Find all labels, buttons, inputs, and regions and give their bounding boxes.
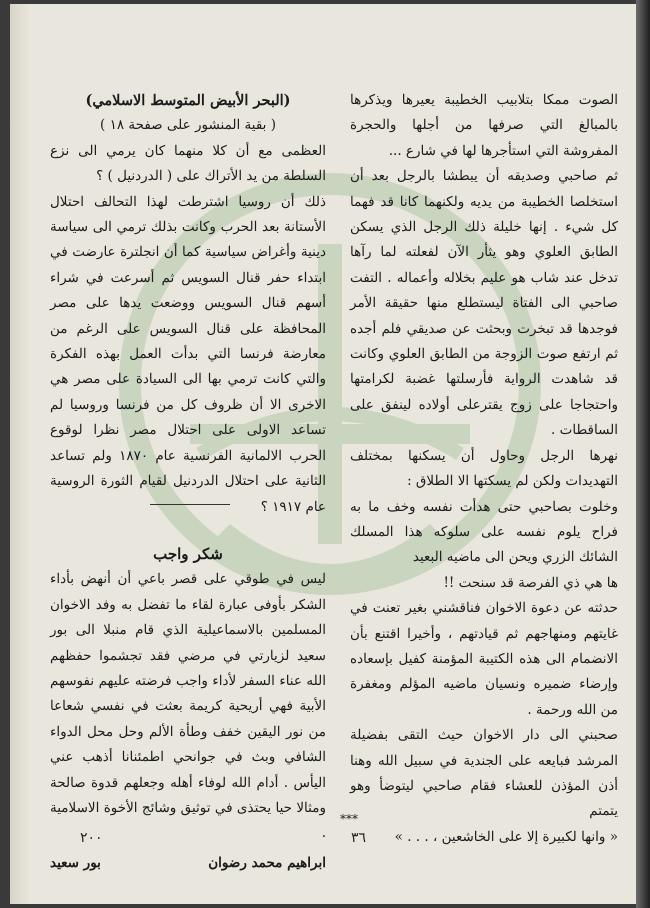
separator-stars: *** [340,812,358,826]
thanks-box-paragraph: ليس في طوقي على قصر باعي أن أنهض بأداء الشكر بأوفى عبارة لقاء ما تفضل به وفد الاخوان المسلمين بالاسماعيلية الذي قام منبلا الى بور سعيد لزيارتي في مرضي فقد تجشموا حفظهم الله عناء السفر لأداء واجب فرضته عليهم نفوسهم الأبية فهي أريحية كريمة بعثت في نفسي شعاعا من نور اليقين خفف وطأة الألم وحل محل الدواء الشافي وبث في جوانحي اطمئنانا أذهب عني اليأس . أدام الله لوفاء أهله وجعلهم قدوة صالحة ومثالا حيا يحتذى في توثيق وشائج الأخوة الاسلامية . [50,571,326,842]
page-number-aux: ٢٠٠ [80,830,103,846]
left-paragraph-1: العظمى مع أن كلا منهما كان يرمي الى نزع السلطة من يد الأتراك على ( الدردنيل ) ؟ [50,142,326,185]
continued-note: ( بقية المنشور على صفحة ١٨ ) [100,117,276,134]
left-column [50,88,326,876]
right-paragraph-6: حدثته عن دعوة الاخوان فناقشني بغير تعنت في غايتهم ومنهاجهم ثم قيادتهم ، وأخيرا اقتنع بأن الانضمام الى هذه الكتيبة المؤمنة كفيل بإسعاده وإرضاء ضميره ونسيان ماضيه المؤلم ومغفرة من الله ورحمة . [350,600,618,718]
scan-edge-shadow [636,0,650,908]
article-title: (البحر الأبيض المتوسط الاسلامي) [85,92,291,109]
right-paragraph-3: نهرها الرجل وحاول أن يسكنها بمختلف التهديدات ولكن لم يسكتها الا الطلاق : [350,447,618,490]
thanks-box-title: شكر واجب [153,544,223,563]
page-binding-shadow [10,4,32,904]
left-paragraph-2: ذلك أن روسيا اشترطت لهذا التحالف احتلال الأستانة بعد الحرب وكانت بذلك ترمي الى سياسة دينية وأغراض سياسية كما أن انجلترة عارضت في ابتداء حفر قنال السويس ثم أسرعت في شراء أسهم قنال السويس ووضعت يدها على مصر المحافظة على قنال السويس على الرغم من معارضة فرنسا التي بدأت العمل بهذه الفكرة والتي كانت ترمي بها الى السيادة على مصر هي الاخرى الا أن ظروف كل من فرنسا وروسيا لم تساعد الاولى على احتلال مصر نظرا لوقوع الحرب الالمانية الفرنسية عام ١٨٧٠ ولم تساعد الثانية على احتلال الدردنيل لقيام الثورة الروسية عام ١٩١٧ ؟ [50,193,326,515]
signature-name: ابراهيم محمد رضوان [208,854,326,871]
right-paragraph-1: الصوت ممكا بتلابيب الخطيبة يعيرها ويذكرها بالمبالغ التي صرفها من أجلها والحجرة المفروشة التي استأجرها لها في شارع ... [350,92,618,159]
column-separator-rule [150,504,230,505]
right-quote: « وانها لكبيرة إلا على الخاشعين ، . . . » [394,828,618,845]
page-number: ٣٦ [350,830,366,846]
right-paragraph-7: صحبني الى دار الاخوان حيث التقى بفضيلة المرشد فبايعه على الجندية في سبيل الله وهنا أذن المؤذن للعشاء فقام صاحبي ليتوضأ وهو يتمتم [350,727,618,820]
signature-place: بور سعيد [50,854,101,871]
right-column [350,88,618,850]
right-paragraph-5: ها هي ذي الفرصة قد سنحت !! [443,574,618,591]
right-paragraph-2: ثم صاحبي وصديقه أن يبطشا بالرجل بعد أن استخلصا الخطيبة من يديه ولكنهما كانا قد فهما كل شيء . إنها خليلة ذلك الرجل الذي يسكن الطابق العلوي وهو يثأر الآن لفعلته لما رآها تدخل عند شاب هو عليم بخلاله وأعماله . التفت صاحبي الى الفتاة ليستطلع منها حقيقة الأمر فوجدها قد تبخرت وبحثت عن صديقي فلم أجده ثم ارتفع صوت الزوجة من الطابق العلوي وكانت قد شاهدت الرواية فأرسلتها غضبة لكرامتها واحتجاجا على زوج يقترعلى أولاده لينفق على الساقطات . [350,168,618,439]
scanned-page [10,4,636,904]
signature-line [50,851,326,876]
right-paragraph-4: وخلوت بصاحبي حتى هدأت نفسه وخف ما به فراح يلوم نفسه على سلوكه هذا المسلك الشائك الزري ويحن الى ماضيه البعيد [350,498,618,566]
